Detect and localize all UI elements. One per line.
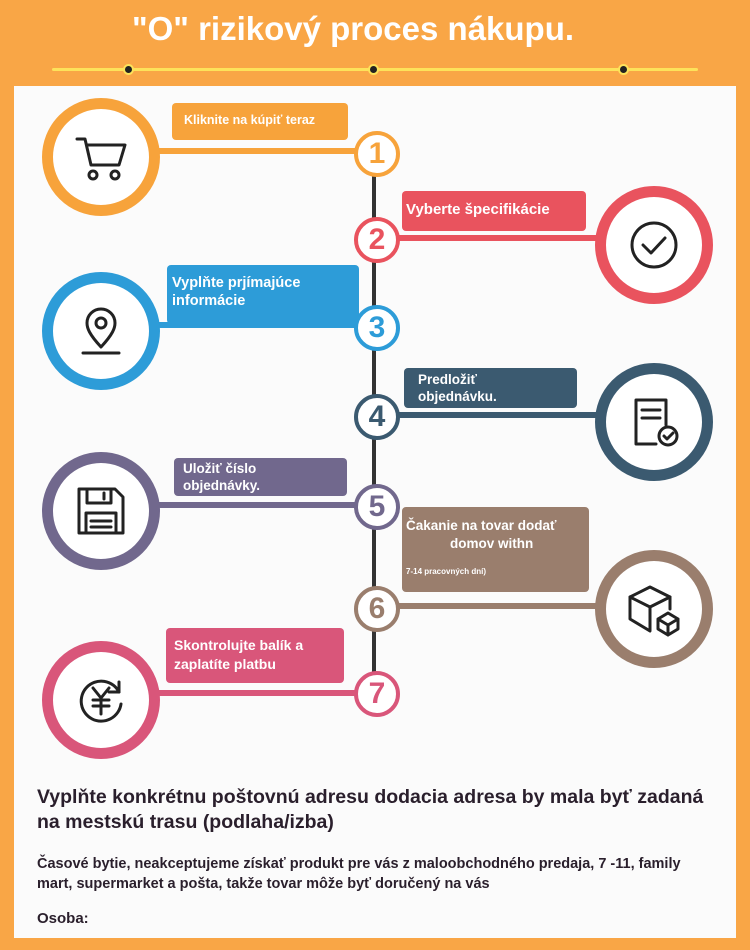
step-2-label — [402, 191, 586, 231]
floppy-disk-icon — [71, 481, 131, 541]
step-2-number: 2 — [354, 217, 400, 263]
step-7-label-line: zaplatíte platbu — [174, 656, 276, 672]
step-1-connector — [150, 148, 360, 154]
step-7-label-line: Skontrolujte balík a — [174, 637, 304, 653]
step-4-number: 4 — [354, 394, 400, 440]
step-1-label — [172, 103, 348, 140]
step-1-label-line: Kliknite na kúpiť teraz — [184, 113, 316, 127]
divider-dot — [368, 64, 379, 75]
pickup-notice: Časové bytie, neakceptujeme získať produkt pre vás z maloobchodného predaja, 7 -11, family mart, supermarket a pošta, takže tovar môže byť doručený na vás — [37, 856, 681, 892]
step-3-label-line: informácie — [172, 293, 246, 309]
page-title: "O" rizikový proces nákupu. — [131, 10, 575, 47]
step-2-connector — [392, 235, 602, 241]
shopping-cart-icon — [71, 127, 131, 187]
step-6-label-line: domov withn — [450, 536, 534, 551]
step-6-label-line: Čakanie na tovar dodať — [406, 518, 557, 533]
package-box-icon — [624, 579, 684, 639]
step-2-icon-circle — [595, 186, 713, 304]
step-1-number: 1 — [354, 131, 400, 177]
step-3-label — [167, 265, 359, 324]
step-7-number: 7 — [354, 671, 400, 717]
step-2-label-line: Vyberte špecifikácie — [406, 201, 550, 218]
step-3-number: 3 — [354, 305, 400, 351]
step-6-label-line: 7-14 pracovných dní) — [406, 567, 487, 576]
checkmark-circle-icon — [624, 215, 684, 275]
step-1-icon-circle — [42, 98, 160, 216]
step-6-icon-circle — [595, 550, 713, 668]
order-document-icon — [624, 392, 684, 452]
address-instruction: Vyplňte konkrétnu poštovnú adresu dodacia adresa by mala byť zadaná na mestskú trasu (podlaha/izba) — [37, 786, 704, 833]
divider-dot — [618, 64, 629, 75]
step-4-label — [404, 368, 577, 408]
step-5-number: 5 — [354, 484, 400, 530]
divider-dot — [123, 64, 134, 75]
step-7-icon-circle — [42, 641, 160, 759]
step-6-number: 6 — [354, 586, 400, 632]
step-4-label-line: Predložiť — [418, 372, 477, 387]
step-5-icon-circle — [42, 452, 160, 570]
person-label: Osoba: — [37, 910, 89, 927]
yen-refresh-icon — [71, 670, 131, 730]
step-6-label — [402, 507, 589, 592]
step-3-label-line: Vyplňte prjímajúce — [172, 275, 301, 291]
location-pin-icon — [71, 301, 131, 361]
step-7-connector — [150, 690, 360, 696]
step-5-connector — [150, 502, 360, 508]
step-6-connector — [392, 603, 602, 609]
step-4-label-line: objednávku. — [418, 389, 497, 404]
step-3-icon-circle — [42, 272, 160, 390]
step-4-icon-circle — [595, 363, 713, 481]
step-5-label-line: objednávky. — [183, 478, 261, 493]
step-4-connector — [392, 412, 602, 418]
step-5-label — [174, 458, 347, 496]
step-7-label — [166, 628, 344, 683]
step-5-label-line: Uložiť číslo — [183, 461, 257, 476]
